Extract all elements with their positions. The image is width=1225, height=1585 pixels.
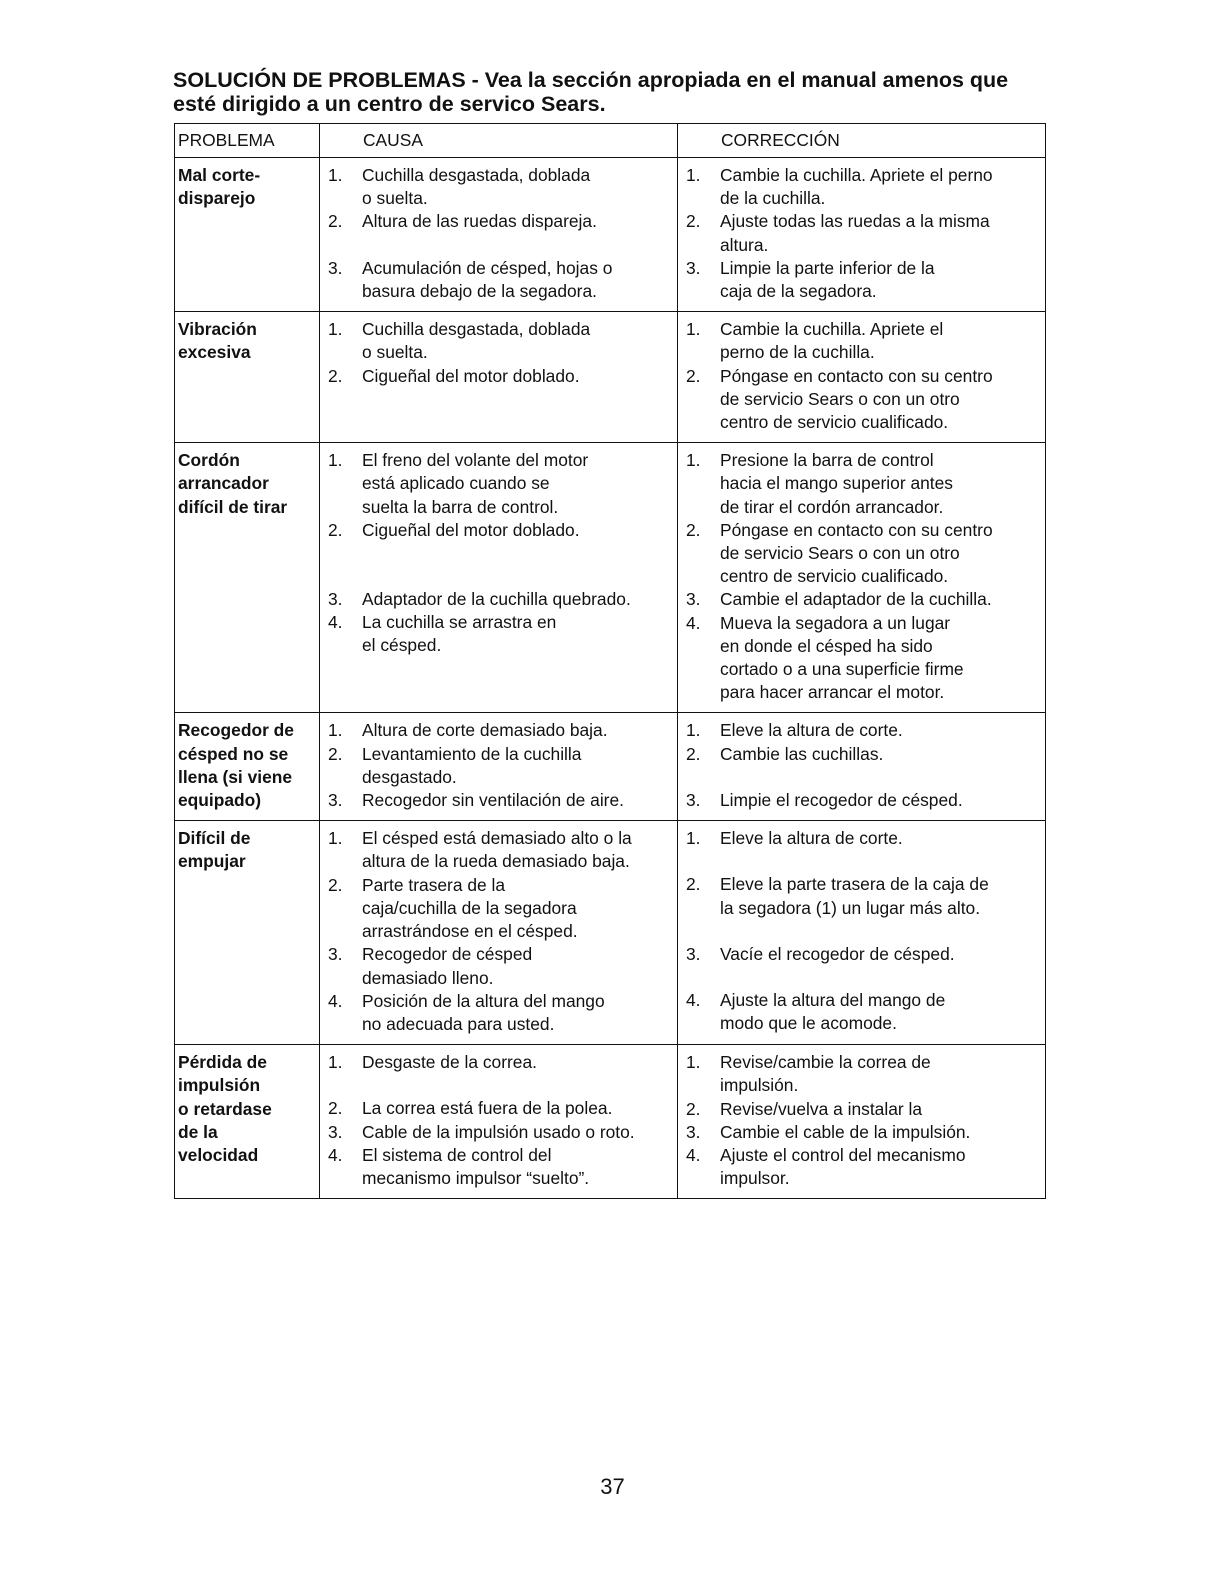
item-number: 4. bbox=[686, 990, 701, 1011]
item-line: Altura de corte demasiado baja. bbox=[362, 720, 608, 741]
item-line: de tirar el cordón arrancador. bbox=[720, 496, 944, 517]
item-number: 4. bbox=[328, 612, 343, 633]
item-line: mecanismo impulsor “suelto”. bbox=[362, 1167, 590, 1188]
cause-item bbox=[328, 257, 673, 303]
item-number: 2. bbox=[686, 874, 701, 895]
problem-line: impulsión bbox=[178, 1075, 261, 1096]
item-line: perno de la cuchilla. bbox=[720, 342, 875, 363]
header-problem: PROBLEMA bbox=[175, 124, 320, 158]
item-number: 1. bbox=[328, 1052, 343, 1073]
item-line: Cambie las cuchillas. bbox=[720, 743, 884, 764]
item-line: de servicio Sears o con un otro bbox=[720, 543, 960, 564]
item-line: de servicio Sears o con un otro bbox=[720, 388, 960, 409]
item-number: 1. bbox=[686, 828, 701, 849]
item-text bbox=[362, 827, 673, 873]
item-line: Adaptador de la cuchilla quebrado. bbox=[362, 589, 631, 610]
cause-cell bbox=[320, 158, 678, 312]
item-line: Limpie el recogedor de césped. bbox=[720, 789, 963, 810]
correction-item bbox=[686, 318, 1041, 364]
item-text bbox=[362, 990, 673, 1036]
item-number: 4. bbox=[328, 990, 343, 1011]
correction-item bbox=[686, 1098, 1041, 1121]
table-body bbox=[175, 158, 1046, 1199]
item-line: o suelta. bbox=[362, 188, 428, 209]
item-number: 2. bbox=[328, 365, 343, 386]
item-text bbox=[720, 719, 1041, 742]
item-number: 3. bbox=[686, 789, 701, 810]
item-text bbox=[720, 1144, 1041, 1190]
correction-item bbox=[686, 827, 1041, 850]
cause-item bbox=[328, 1097, 673, 1120]
item-number: 2. bbox=[328, 211, 343, 232]
correction-item bbox=[686, 1051, 1041, 1097]
item-number: 1. bbox=[686, 1052, 701, 1073]
cause-item bbox=[328, 588, 673, 611]
item-number: 1. bbox=[686, 165, 701, 185]
item-line: Cambie la cuchilla. Apriete el bbox=[720, 319, 944, 340]
item-text bbox=[362, 519, 673, 542]
problem-cell bbox=[175, 443, 320, 713]
correction-item bbox=[686, 1121, 1041, 1144]
item-number: 2. bbox=[686, 211, 701, 232]
cause-cell bbox=[320, 821, 678, 1045]
item-text bbox=[362, 1121, 673, 1144]
item-line: altura de la rueda demasiado baja. bbox=[362, 851, 630, 872]
problem-line: Pérdida de bbox=[178, 1052, 267, 1073]
item-number: 4. bbox=[686, 612, 701, 633]
item-text bbox=[362, 588, 673, 611]
item-text bbox=[720, 743, 1041, 766]
problem-line: Difícil de bbox=[178, 828, 251, 849]
cause-item bbox=[328, 519, 673, 542]
correction-item bbox=[686, 164, 1041, 210]
table-row bbox=[175, 443, 1046, 713]
cause-cell bbox=[320, 1045, 678, 1199]
item-number: 3. bbox=[328, 790, 343, 811]
problem-line: o retardase bbox=[178, 1098, 272, 1119]
cause-item bbox=[328, 1144, 673, 1190]
item-line: Presione la barra de control bbox=[720, 450, 934, 471]
item-text bbox=[720, 365, 1041, 435]
cause-item bbox=[328, 365, 673, 388]
item-text bbox=[720, 1121, 1041, 1144]
item-number: 1. bbox=[328, 165, 343, 185]
item-text bbox=[720, 789, 1041, 812]
correction-item bbox=[686, 612, 1041, 705]
item-line: suelta la barra de control. bbox=[362, 496, 559, 517]
item-text bbox=[362, 365, 673, 388]
heading-line-1: SOLUCIÓN DE PROBLEMAS - Vea la sección apropiada en el manual amenos que bbox=[173, 68, 1009, 92]
item-line: La cuchilla se arrastra en bbox=[362, 612, 557, 633]
item-text bbox=[720, 164, 1041, 210]
item-line: Póngase en contacto con su centro bbox=[720, 519, 993, 540]
item-line: Ajuste la altura del mango de bbox=[720, 990, 946, 1011]
troubleshooting-table bbox=[174, 123, 1046, 1199]
table-row bbox=[175, 158, 1046, 312]
item-number: 1. bbox=[686, 319, 701, 340]
item-text bbox=[362, 1097, 673, 1120]
item-number: 3. bbox=[686, 943, 701, 964]
item-line: La correa está fuera de la polea. bbox=[362, 1098, 613, 1119]
cause-cell bbox=[320, 713, 678, 821]
cause-item bbox=[328, 1121, 673, 1144]
item-number: 1. bbox=[686, 450, 701, 471]
cause-item bbox=[328, 789, 673, 812]
item-text bbox=[362, 743, 673, 789]
item-line: para hacer arrancar el motor. bbox=[720, 682, 945, 703]
item-text bbox=[362, 257, 673, 303]
item-line: Cuchilla desgastada, doblada bbox=[362, 319, 591, 340]
item-line: Acumulación de césped, hojas o bbox=[362, 257, 613, 278]
item-text bbox=[362, 164, 673, 210]
item-text bbox=[720, 210, 1041, 256]
item-line: basura debajo de la segadora. bbox=[362, 280, 597, 301]
item-line: Recogedor de césped bbox=[362, 944, 533, 965]
item-line: la segadora (1) un lugar más alto. bbox=[720, 897, 981, 918]
item-number: 1. bbox=[328, 828, 343, 849]
table-row bbox=[175, 1045, 1046, 1199]
problem-line: disparejo bbox=[178, 188, 256, 209]
problem-cell bbox=[175, 312, 320, 443]
item-line: Cigueñal del motor doblado. bbox=[362, 519, 580, 540]
item-number: 3. bbox=[328, 589, 343, 610]
problem-cell bbox=[175, 158, 320, 312]
item-line: Eleve la parte trasera de la caja de bbox=[720, 874, 989, 895]
item-line: de la cuchilla. bbox=[720, 188, 826, 209]
item-number: 4. bbox=[328, 1144, 343, 1165]
item-line: El freno del volante del motor bbox=[362, 450, 589, 471]
item-text bbox=[362, 789, 673, 812]
item-line: impulsor. bbox=[720, 1168, 790, 1189]
header-correction: CORRECCIÓN bbox=[678, 124, 1046, 158]
item-line: desgastado. bbox=[362, 766, 457, 787]
item-text bbox=[362, 943, 673, 989]
cause-item bbox=[328, 449, 673, 519]
item-line: impulsión. bbox=[720, 1075, 799, 1096]
item-line: centro de servicio cualificado. bbox=[720, 412, 949, 433]
heading-line-2: esté dirigido a un centro de servico Sears. bbox=[173, 92, 606, 116]
item-number: 2. bbox=[686, 743, 701, 764]
item-number: 3. bbox=[328, 257, 343, 278]
problem-line: Vibración bbox=[178, 319, 257, 340]
item-line: Ajuste el control del mecanismo bbox=[720, 1144, 966, 1165]
correction-item bbox=[686, 210, 1041, 256]
problem-line: velocidad bbox=[178, 1144, 259, 1165]
item-line: Cuchilla desgastada, doblada bbox=[362, 165, 591, 185]
problem-line: empujar bbox=[178, 851, 246, 872]
item-text bbox=[720, 1098, 1041, 1121]
item-line: arrastrándose en el césped. bbox=[362, 921, 578, 942]
cause-item bbox=[328, 719, 673, 742]
cause-item bbox=[328, 318, 673, 364]
correction-item bbox=[686, 519, 1041, 589]
correction-item bbox=[686, 943, 1041, 966]
problem-line: arrancador bbox=[178, 473, 269, 494]
correction-cell bbox=[678, 443, 1046, 713]
correction-item bbox=[686, 365, 1041, 435]
item-line: el césped. bbox=[362, 635, 442, 656]
problem-line: Mal corte- bbox=[178, 165, 261, 185]
item-text bbox=[362, 318, 673, 364]
item-text bbox=[720, 612, 1041, 705]
problem-line: césped no se bbox=[178, 743, 289, 764]
item-text bbox=[720, 827, 1041, 850]
correction-item bbox=[686, 257, 1041, 303]
item-text bbox=[362, 719, 673, 742]
item-line: Desgaste de la correa. bbox=[362, 1052, 537, 1073]
item-number: 1. bbox=[328, 450, 343, 471]
item-number: 2. bbox=[328, 874, 343, 895]
header-cause: CAUSA bbox=[320, 124, 678, 158]
item-line: en donde el césped ha sido bbox=[720, 635, 933, 656]
item-line: Posición de la altura del mango bbox=[362, 990, 605, 1011]
correction-item bbox=[686, 719, 1041, 742]
correction-cell bbox=[678, 158, 1046, 312]
table-row bbox=[175, 713, 1046, 821]
item-line: Eleve la altura de corte. bbox=[720, 828, 903, 849]
item-line: Cable de la impulsión usado o roto. bbox=[362, 1121, 635, 1142]
item-line: demasiado lleno. bbox=[362, 967, 494, 988]
cause-item bbox=[328, 164, 673, 210]
item-line: Póngase en contacto con su centro bbox=[720, 365, 993, 386]
cause-item bbox=[328, 827, 673, 873]
correction-cell bbox=[678, 821, 1046, 1045]
item-text bbox=[362, 449, 673, 519]
cause-item bbox=[328, 943, 673, 989]
cause-item bbox=[328, 874, 673, 944]
cause-item bbox=[328, 210, 673, 233]
problem-line: equipado) bbox=[178, 790, 262, 811]
item-line: Recogedor sin ventilación de aire. bbox=[362, 790, 624, 811]
correction-cell bbox=[678, 1045, 1046, 1199]
item-text bbox=[362, 1051, 673, 1074]
item-number: 3. bbox=[686, 589, 701, 610]
problem-cell bbox=[175, 713, 320, 821]
cause-item bbox=[328, 990, 673, 1036]
item-number: 3. bbox=[686, 1121, 701, 1142]
item-number: 1. bbox=[328, 720, 343, 741]
item-line: Cambie la cuchilla. Apriete el perno bbox=[720, 165, 993, 185]
item-line: hacia el mango superior antes bbox=[720, 473, 953, 494]
problem-cell bbox=[175, 1045, 320, 1199]
item-line: Eleve la altura de corte. bbox=[720, 720, 903, 741]
item-line: Limpie la parte inferior de la bbox=[720, 257, 935, 278]
item-text bbox=[720, 449, 1041, 519]
item-text bbox=[362, 1144, 673, 1190]
item-line: está aplicado cuando se bbox=[362, 473, 550, 494]
correction-cell bbox=[678, 312, 1046, 443]
item-text bbox=[720, 873, 1041, 919]
item-text bbox=[720, 318, 1041, 364]
item-number: 1. bbox=[328, 319, 343, 340]
item-number: 1. bbox=[686, 720, 701, 741]
item-line: El sistema de control del bbox=[362, 1144, 552, 1165]
table-row bbox=[175, 821, 1046, 1045]
item-text bbox=[720, 588, 1041, 611]
problem-line: difícil de tirar bbox=[178, 496, 288, 517]
item-line: Cambie el cable de la impulsión. bbox=[720, 1121, 971, 1142]
item-text bbox=[362, 210, 673, 233]
item-line: caja de la segadora. bbox=[720, 281, 877, 302]
item-line: Parte trasera de la bbox=[362, 874, 506, 895]
item-line: Altura de las ruedas dispareja. bbox=[362, 211, 597, 232]
problem-line: Recogedor de bbox=[178, 720, 294, 741]
item-line: Ajuste todas las ruedas a la misma bbox=[720, 211, 990, 232]
item-line: modo que le acomode. bbox=[720, 1013, 897, 1034]
cause-cell bbox=[320, 312, 678, 443]
item-text bbox=[720, 519, 1041, 589]
item-number: 3. bbox=[328, 944, 343, 965]
correction-item bbox=[686, 449, 1041, 519]
correction-item bbox=[686, 989, 1041, 1035]
item-line: centro de servicio cualificado. bbox=[720, 566, 949, 587]
item-line: caja/cuchilla de la segadora bbox=[362, 897, 577, 918]
table-row bbox=[175, 312, 1046, 443]
item-number: 3. bbox=[328, 1121, 343, 1142]
item-text bbox=[362, 611, 673, 657]
item-line: Cambie el adaptador de la cuchilla. bbox=[720, 589, 992, 610]
cause-cell bbox=[320, 443, 678, 713]
item-line: Revise/cambie la correa de bbox=[720, 1052, 931, 1073]
item-line: Cigueñal del motor doblado. bbox=[362, 365, 580, 386]
item-number: 2. bbox=[328, 743, 343, 764]
correction-item bbox=[686, 789, 1041, 812]
item-number: 2. bbox=[686, 1098, 701, 1119]
table-header-row bbox=[175, 124, 1046, 158]
item-line: o suelta. bbox=[362, 342, 428, 363]
item-number: 2. bbox=[686, 519, 701, 540]
item-line: Vacíe el recogedor de césped. bbox=[720, 943, 955, 964]
item-number: 2. bbox=[328, 1098, 343, 1119]
problem-line: de la bbox=[178, 1121, 218, 1142]
item-line: Mueva la segadora a un lugar bbox=[720, 612, 951, 633]
item-line: no adecuada para usted. bbox=[362, 1013, 555, 1034]
problem-line: llena (si viene bbox=[178, 766, 293, 787]
item-line: Levantamiento de la cuchilla bbox=[362, 743, 582, 764]
cause-item bbox=[328, 743, 673, 789]
item-text bbox=[720, 943, 1041, 966]
problem-line: Cordón bbox=[178, 450, 240, 471]
correction-item bbox=[686, 873, 1041, 919]
item-text bbox=[720, 257, 1041, 303]
item-line: altura. bbox=[720, 234, 769, 255]
problem-cell bbox=[175, 821, 320, 1045]
item-number: 2. bbox=[328, 519, 343, 540]
item-number: 4. bbox=[686, 1144, 701, 1165]
item-number: 3. bbox=[686, 257, 701, 278]
item-line: Revise/vuelva a instalar la bbox=[720, 1098, 923, 1119]
page-heading bbox=[173, 68, 1053, 116]
cause-item bbox=[328, 1051, 673, 1074]
item-line: cortado o a una superficie firme bbox=[720, 659, 964, 680]
item-text bbox=[720, 1051, 1041, 1097]
cause-item bbox=[328, 611, 673, 657]
item-line: El césped está demasiado alto o la bbox=[362, 828, 632, 849]
item-number: 2. bbox=[686, 365, 701, 386]
problem-line: excesiva bbox=[178, 342, 251, 363]
correction-item bbox=[686, 1144, 1041, 1190]
item-text bbox=[362, 874, 673, 944]
correction-cell bbox=[678, 713, 1046, 821]
item-text bbox=[720, 989, 1041, 1035]
page-number: 37 bbox=[600, 1474, 625, 1499]
correction-item bbox=[686, 743, 1041, 766]
correction-item bbox=[686, 588, 1041, 611]
